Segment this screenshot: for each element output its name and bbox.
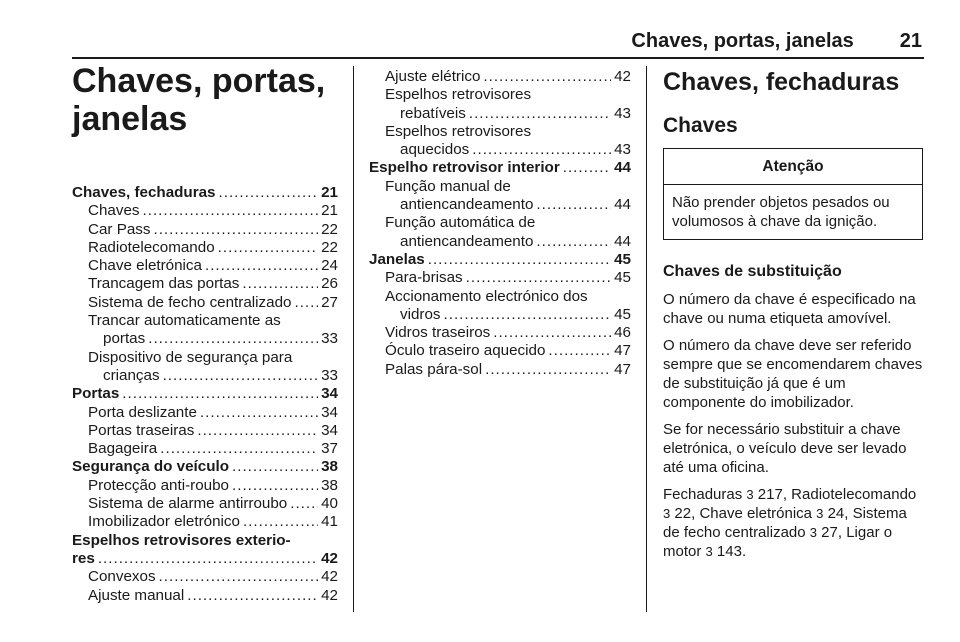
reference-label: Sistema de fecho centralizado bbox=[663, 505, 907, 541]
notice-heading: Atenção bbox=[664, 149, 922, 185]
toc-list bbox=[369, 68, 631, 379]
toc-entry-title: Car Pass bbox=[88, 220, 151, 238]
page-number: 21 bbox=[899, 30, 922, 52]
toc-leader-dots bbox=[122, 385, 318, 403]
toc-entry-page: 46 bbox=[614, 324, 631, 342]
toc-entry[interactable] bbox=[72, 440, 338, 458]
toc-entry-title: aquecidos bbox=[400, 141, 470, 159]
toc-entry[interactable] bbox=[369, 324, 631, 342]
toc-entry[interactable] bbox=[72, 587, 338, 605]
toc-entry-page: 34 bbox=[321, 403, 338, 421]
toc-entry-title: Trancagem das portas bbox=[88, 275, 240, 293]
subsection-heading: Chaves de substituição bbox=[663, 263, 842, 280]
toc-entry[interactable] bbox=[72, 312, 338, 330]
toc-leader-dots bbox=[243, 513, 318, 531]
reference-label: Radiotelecomando bbox=[791, 486, 917, 503]
toc-entry[interactable] bbox=[369, 288, 631, 306]
toc-entry[interactable] bbox=[72, 294, 338, 312]
toc-entry-title: Janelas bbox=[369, 250, 425, 268]
toc-entry-page: 22 bbox=[321, 238, 338, 256]
toc-entry-title: portas bbox=[103, 330, 146, 348]
toc-entry-page: 34 bbox=[321, 385, 338, 403]
chapter-title-line: janelas bbox=[72, 100, 188, 138]
toc-column-1 bbox=[72, 0, 338, 605]
reference-page: 24 bbox=[823, 505, 845, 522]
chapter-title bbox=[72, 62, 338, 138]
toc-entry[interactable] bbox=[369, 342, 631, 360]
toc-entry-title: Dispositivo de segurança para bbox=[88, 348, 293, 366]
toc-entry-title: Ajuste manual bbox=[88, 586, 185, 604]
toc-entry[interactable] bbox=[72, 202, 338, 220]
toc-leader-dots bbox=[205, 257, 318, 275]
toc-entry-page: 42 bbox=[321, 586, 338, 604]
toc-entry-page: 47 bbox=[614, 360, 631, 378]
toc-entry-page: 45 bbox=[614, 269, 631, 287]
cross-reference-link[interactable] bbox=[699, 505, 844, 522]
toc-list bbox=[72, 184, 338, 605]
toc-entry[interactable] bbox=[72, 404, 338, 422]
toc-entry-page: 44 bbox=[614, 159, 631, 177]
toc-leader-dots bbox=[218, 239, 318, 257]
toc-entry[interactable] bbox=[72, 458, 338, 476]
toc-leader-dots bbox=[428, 251, 611, 269]
chapter-title-line: Chaves, portas, bbox=[72, 62, 326, 100]
reference-page: 217 bbox=[753, 486, 783, 503]
toc-entry-title: Espelhos retrovisores bbox=[385, 122, 532, 140]
toc-entry-title: Bagageira bbox=[88, 440, 158, 458]
toc-leader-dots bbox=[219, 184, 319, 202]
toc-leader-dots bbox=[153, 221, 318, 239]
paragraph: O número da chave deve ser referido sempre que se encomendarem chaves de substituição já que é um componente do imobilizador. bbox=[663, 337, 923, 411]
toc-entry[interactable] bbox=[369, 269, 631, 287]
toc-entry-title: rebatíveis bbox=[400, 104, 466, 122]
toc-entry-title: Espelhos retrovisores exterio- bbox=[72, 531, 291, 549]
toc-entry[interactable] bbox=[72, 349, 338, 367]
toc-entry[interactable] bbox=[72, 221, 338, 239]
toc-entry-title: Função manual de bbox=[385, 177, 511, 195]
toc-leader-dots bbox=[290, 495, 318, 513]
toc-entry-title: antiencandeamento bbox=[400, 232, 534, 250]
toc-entry-page: 40 bbox=[321, 495, 338, 513]
toc-leader-dots bbox=[159, 568, 319, 586]
toc-leader-dots bbox=[143, 202, 319, 220]
toc-leader-dots bbox=[472, 141, 611, 159]
toc-entry-page: 47 bbox=[614, 342, 631, 360]
toc-entry-title: Chaves, fechaduras bbox=[72, 184, 216, 201]
toc-entry[interactable] bbox=[72, 422, 338, 440]
page-reference-arrow-icon: 3 bbox=[705, 544, 713, 559]
toc-entry-page: 42 bbox=[321, 549, 338, 567]
toc-leader-dots bbox=[548, 342, 611, 360]
toc-entry-page: 43 bbox=[614, 141, 631, 159]
toc-entry[interactable] bbox=[369, 178, 631, 196]
toc-entry-title: Trancar automaticamente as bbox=[88, 312, 281, 330]
toc-entry[interactable] bbox=[72, 257, 338, 275]
toc-entry-title: Sistema de fecho centralizado bbox=[88, 293, 292, 311]
toc-entry[interactable] bbox=[369, 306, 631, 324]
toc-entry-page: 37 bbox=[321, 440, 338, 458]
toc-entry-title: antiencandeamento bbox=[400, 196, 534, 214]
warning-notice bbox=[663, 148, 923, 240]
toc-entry[interactable] bbox=[369, 123, 631, 141]
toc-entry[interactable] bbox=[72, 550, 338, 568]
toc-entry[interactable] bbox=[72, 367, 338, 385]
toc-entry-title: vidros bbox=[400, 305, 441, 323]
toc-entry[interactable] bbox=[72, 385, 338, 403]
toc-leader-dots bbox=[294, 294, 318, 312]
toc-entry-title: Função automática de bbox=[385, 214, 536, 232]
toc-entry[interactable] bbox=[369, 251, 631, 269]
toc-leader-dots bbox=[483, 68, 611, 86]
toc-entry-page: 38 bbox=[321, 476, 338, 494]
page-reference-arrow-icon: 3 bbox=[816, 506, 824, 521]
reference-label: Fechaduras bbox=[663, 486, 747, 503]
toc-entry[interactable] bbox=[369, 233, 631, 251]
toc-entry-page: 34 bbox=[321, 421, 338, 439]
toc-entry[interactable] bbox=[369, 214, 631, 232]
toc-entry-page: 44 bbox=[614, 196, 631, 214]
toc-entry-title: Sistema de alarme antirroubo bbox=[88, 495, 288, 513]
paragraph: Se for necessário substituir a chave eletrónica, o veículo deve ser levado até uma oficina. bbox=[663, 421, 907, 476]
toc-entry-title: Porta deslizante bbox=[88, 403, 197, 421]
toc-entry-title: crianças bbox=[103, 366, 160, 384]
paragraph: O número da chave é especificado na chave ou numa etiqueta amovível. bbox=[663, 291, 916, 327]
toc-entry[interactable] bbox=[369, 86, 631, 104]
toc-entry-page: 45 bbox=[614, 250, 631, 268]
toc-entry-title: Espelho retrovisor interior bbox=[369, 159, 560, 177]
toc-leader-dots bbox=[444, 306, 612, 324]
toc-entry[interactable] bbox=[72, 184, 338, 202]
toc-entry[interactable] bbox=[369, 105, 631, 123]
toc-leader-dots bbox=[493, 324, 611, 342]
toc-leader-dots bbox=[469, 105, 611, 123]
toc-leader-dots bbox=[232, 477, 318, 495]
toc-leader-dots bbox=[536, 233, 611, 251]
toc-leader-dots bbox=[197, 422, 318, 440]
toc-leader-dots bbox=[466, 269, 611, 287]
toc-leader-dots bbox=[242, 275, 318, 293]
toc-entry-title: Portas bbox=[72, 385, 120, 403]
toc-entry[interactable] bbox=[72, 477, 338, 495]
toc-entry-page: 43 bbox=[614, 104, 631, 122]
toc-entry[interactable] bbox=[369, 141, 631, 159]
column-divider bbox=[353, 66, 354, 612]
toc-entry-page: 24 bbox=[321, 257, 338, 275]
toc-column-2 bbox=[369, 0, 631, 379]
toc-entry-title: Portas traseiras bbox=[88, 421, 195, 439]
toc-leader-dots bbox=[98, 550, 318, 568]
content-column bbox=[663, 0, 926, 561]
toc-entry-page: 33 bbox=[321, 330, 338, 348]
subsection-title: Chaves bbox=[663, 114, 738, 137]
toc-entry-title: Accionamento electrónico dos bbox=[385, 287, 588, 305]
toc-leader-dots bbox=[485, 361, 611, 379]
toc-leader-dots bbox=[536, 196, 611, 214]
toc-entry[interactable] bbox=[72, 568, 338, 586]
toc-leader-dots bbox=[232, 458, 318, 476]
toc-entry[interactable] bbox=[72, 330, 338, 348]
toc-entry-page: 38 bbox=[321, 458, 338, 476]
reference-page: 22 bbox=[670, 505, 692, 522]
toc-entry-title: Vidros traseiros bbox=[385, 324, 491, 342]
toc-entry-title: Ajuste elétrico bbox=[385, 68, 481, 85]
toc-entry-page: 42 bbox=[614, 68, 631, 85]
toc-leader-dots bbox=[148, 330, 318, 348]
toc-entry-title: Segurança do veículo bbox=[72, 458, 229, 476]
toc-entry[interactable] bbox=[369, 68, 631, 86]
toc-entry-page: 21 bbox=[321, 184, 338, 201]
cross-reference-link[interactable] bbox=[663, 486, 783, 503]
toc-entry-title: Palas pára-sol bbox=[385, 360, 483, 378]
page-reference-arrow-icon: 3 bbox=[746, 487, 754, 502]
reference-label: Chave eletrónica bbox=[699, 505, 817, 522]
toc-entry-title: Espelhos retrovisores bbox=[385, 86, 532, 104]
toc-entry-page: 26 bbox=[321, 275, 338, 293]
toc-entry-title: Protecção anti-roubo bbox=[88, 476, 229, 494]
toc-entry[interactable] bbox=[369, 196, 631, 214]
toc-entry-title: Radiotelecomando bbox=[88, 238, 215, 256]
reference-page: 27 bbox=[817, 524, 838, 541]
toc-entry-title: Convexos bbox=[88, 568, 156, 586]
toc-entry[interactable] bbox=[72, 513, 338, 531]
toc-entry-title: Chave eletrónica bbox=[88, 257, 202, 275]
toc-entry-title: Imobilizador eletrónico bbox=[88, 513, 240, 531]
toc-entry[interactable] bbox=[72, 532, 338, 550]
toc-leader-dots bbox=[160, 440, 318, 458]
toc-entry-page: 41 bbox=[321, 513, 338, 531]
reference-page: 143 bbox=[712, 543, 742, 560]
toc-entry[interactable] bbox=[72, 239, 338, 257]
toc-entry-page: 44 bbox=[614, 232, 631, 250]
toc-entry-title: Para-brisas bbox=[385, 269, 463, 287]
toc-leader-dots bbox=[163, 367, 319, 385]
toc-entry-page: 42 bbox=[321, 568, 338, 586]
toc-entry-title: Óculo traseiro aquecido bbox=[385, 342, 546, 360]
toc-entry[interactable] bbox=[369, 361, 631, 379]
toc-entry[interactable] bbox=[369, 159, 631, 177]
toc-entry[interactable] bbox=[72, 275, 338, 293]
toc-entry-page: 22 bbox=[321, 220, 338, 238]
notice-body: Não prender objetos pesados ou volumosos à chave da ignição. bbox=[672, 194, 890, 230]
toc-entry-page: 27 bbox=[321, 293, 338, 311]
running-head-title: Chaves, portas, janelas bbox=[631, 30, 854, 52]
toc-leader-dots bbox=[563, 159, 611, 177]
toc-entry-page: 21 bbox=[321, 202, 338, 220]
toc-entry[interactable] bbox=[72, 495, 338, 513]
reference-label: Ligar o motor bbox=[663, 524, 893, 560]
toc-leader-dots bbox=[187, 587, 318, 605]
page-reference-arrow-icon: 3 bbox=[809, 525, 817, 540]
page-reference-arrow-icon: 3 bbox=[663, 506, 671, 521]
section-title: Chaves, fechaduras bbox=[663, 68, 900, 96]
toc-entry-page: 33 bbox=[321, 366, 338, 384]
column-divider bbox=[646, 66, 647, 612]
cross-references: Fechaduras 3 217, Radiotelecomando 3 22, Chave eletrónica 3 24, Sistema de fecho centralizado 3 27, Ligar o motor 3 143. bbox=[663, 486, 917, 560]
toc-entry-page: 45 bbox=[614, 305, 631, 323]
toc-entry-title: res bbox=[72, 549, 95, 567]
toc-leader-dots bbox=[200, 404, 318, 422]
toc-entry-title: Chaves bbox=[88, 202, 140, 220]
